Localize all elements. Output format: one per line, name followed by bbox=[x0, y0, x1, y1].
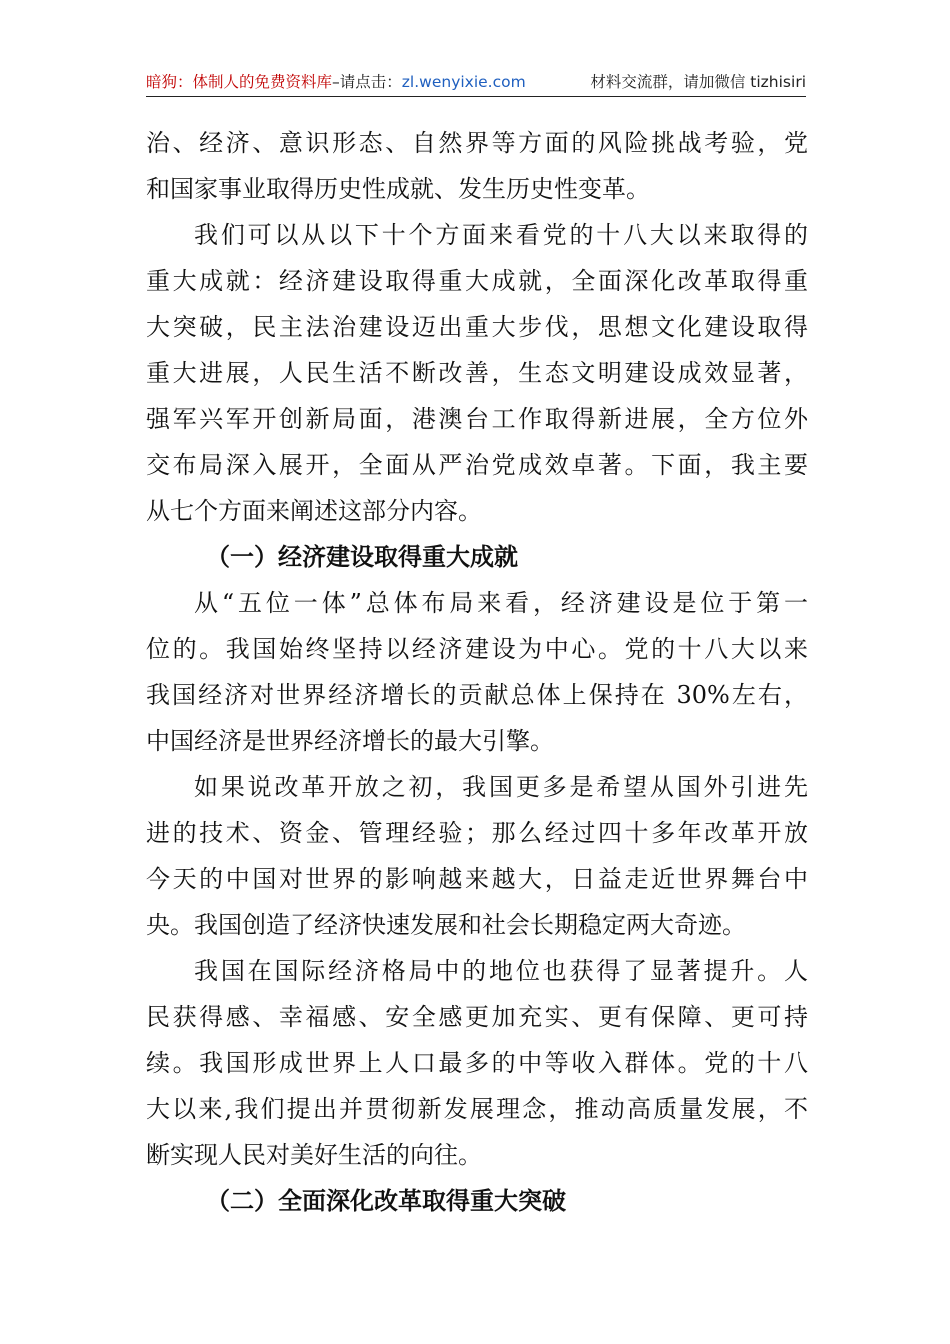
text-line: 和国家事业取得历史性成就、发生历史性变革。 bbox=[146, 175, 650, 203]
text-line: 重大成就：经济建设取得重大成就，全面深化改革取得重 bbox=[146, 267, 808, 295]
text-line: 重大进展，人民生活不断改善，生态文明建设成效显著， bbox=[146, 359, 808, 387]
header-brand: 暗狗：体制人的免费资料库 bbox=[146, 73, 333, 91]
text-line: 中国经济是世界经济增长的最大引擎。 bbox=[146, 727, 554, 755]
text-line: 民获得感、幸福感、安全感更加充实、更有保障、更可持 bbox=[146, 1003, 808, 1031]
text-line: 位的。我国始终坚持以经济建设为中心。党的十八大以来 bbox=[146, 635, 808, 663]
section-heading: （二）全面深化改革取得重大突破 bbox=[206, 1186, 566, 1215]
header-url-link[interactable]: zl.wenyixie.com bbox=[401, 73, 526, 91]
text-line: 交布局深入展开，全面从严治党成效卓著。下面，我主要 bbox=[146, 451, 808, 479]
text-line: 如果说改革开放之初，我国更多是希望从国外引进先 bbox=[194, 773, 808, 801]
header-divider bbox=[146, 96, 806, 97]
text-line: 我国在国际经济格局中的地位也获得了显著提升。人 bbox=[194, 957, 808, 985]
document-body bbox=[146, 120, 808, 1224]
text-line: 从七个方面来阐述这部分内容。 bbox=[146, 497, 482, 525]
text-line: 断实现人民对美好生活的向往。 bbox=[146, 1141, 482, 1169]
text-line: 大突破，民主法治建设迈出重大步伐，思想文化建设取得 bbox=[146, 313, 808, 341]
page-header bbox=[146, 70, 806, 94]
text-line: 大以来,我们提出并贯彻新发展理念，推动高质量发展，不 bbox=[146, 1095, 808, 1123]
text-line: 今天的中国对世界的影响越来越大，日益走近世界舞台中 bbox=[146, 865, 808, 893]
text-line: 续。我国形成世界上人口最多的中等收入群体。党的十八 bbox=[146, 1049, 808, 1077]
header-wechat-note: 材料交流群，请加微信 tizhisiri bbox=[590, 73, 806, 91]
section-heading: （一）经济建设取得重大成就 bbox=[206, 542, 518, 571]
text-line: 强军兴军开创新局面，港澳台工作取得新进展，全方位外 bbox=[146, 405, 808, 433]
text-line: 央。我国创造了经济快速发展和社会长期稳定两大奇迹。 bbox=[146, 911, 746, 939]
text-line: 我国经济对世界经济增长的贡献总体上保持在 30%左右， bbox=[146, 681, 808, 709]
text-line: 我们可以从以下十个方面来看党的十八大以来取得的 bbox=[194, 221, 808, 249]
text-line: 从“五位一体”总体布局来看，经济建设是位于第一 bbox=[194, 589, 808, 617]
text-line: 治、经济、意识形态、自然界等方面的风险挑战考验，党 bbox=[146, 129, 808, 157]
header-click-prefix: –请点击： bbox=[332, 73, 402, 91]
text-line: 进的技术、资金、管理经验；那么经过四十多年改革开放 bbox=[146, 819, 808, 847]
